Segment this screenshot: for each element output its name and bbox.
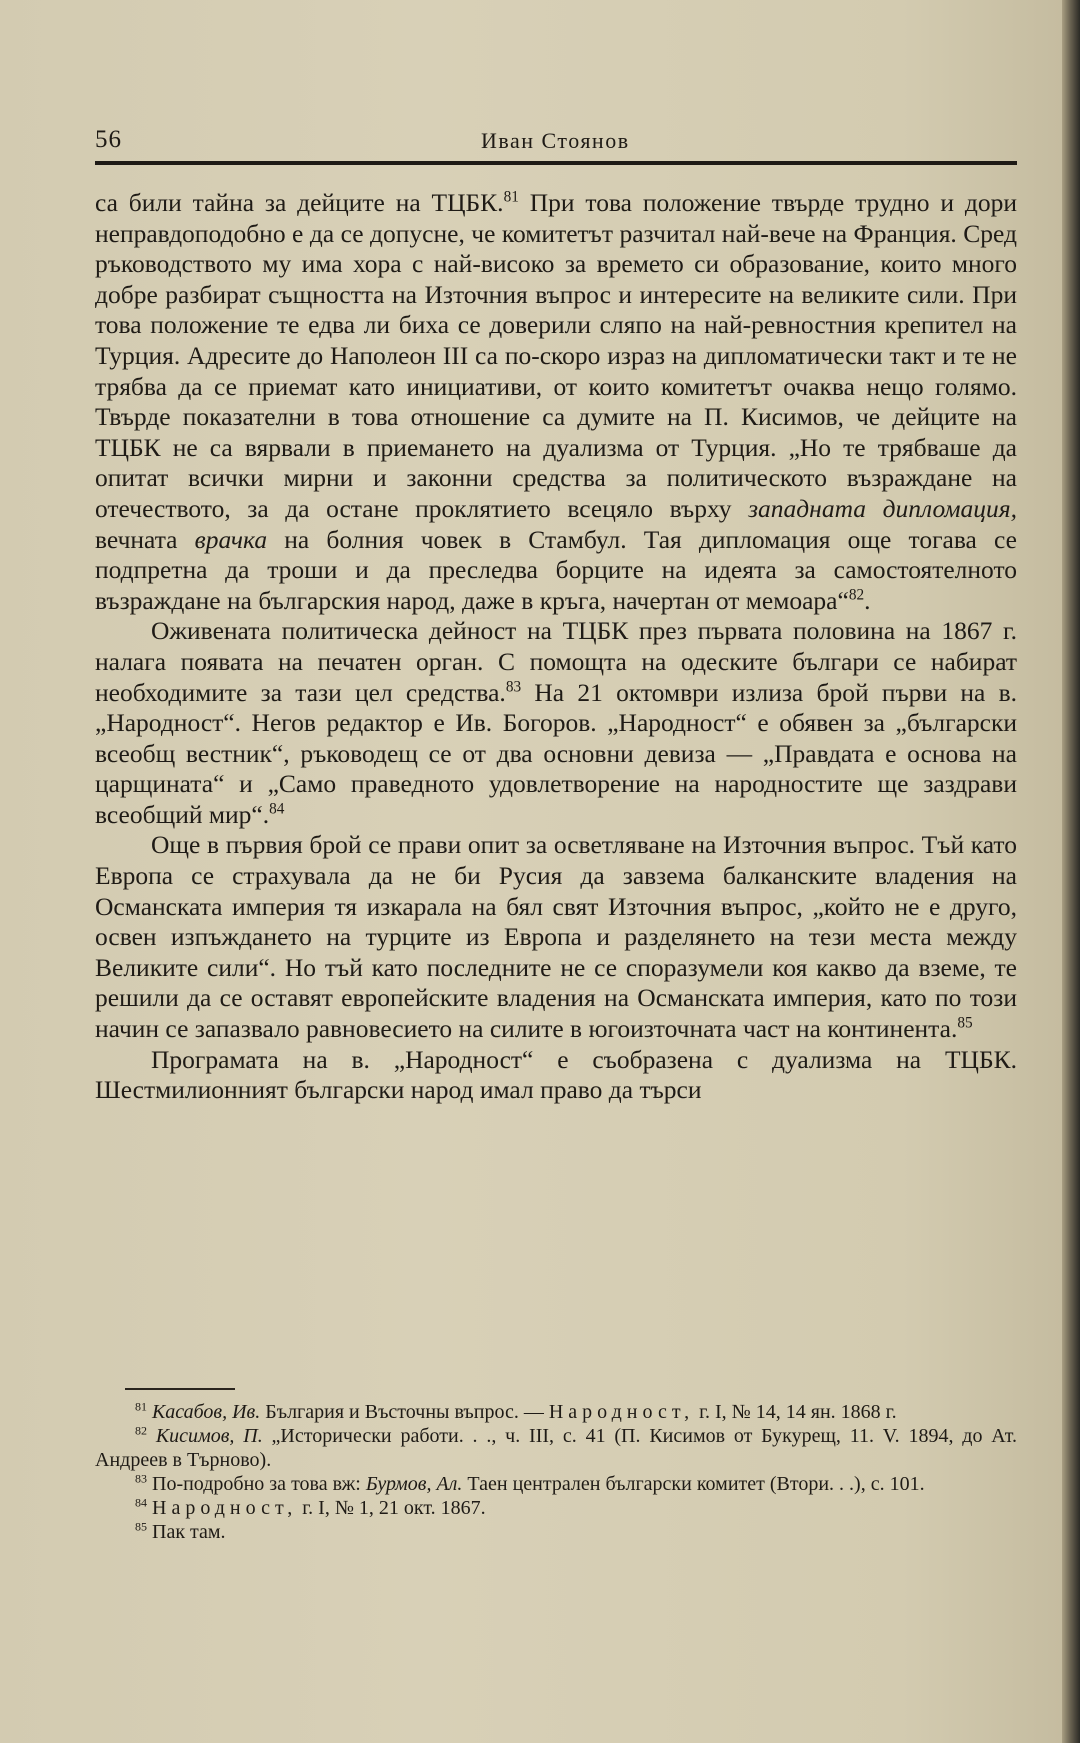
footnote-81: $^{81}$ Касабов, Ив. България и Въсточны въпрос. — Народност, г. I, № 14, 14 ян. 1868 г. [135, 1399, 897, 1423]
footnote-rule [125, 1388, 235, 1390]
footnote-ref-84: 84 [269, 800, 285, 818]
footnote-83: $^{83}$ По-подробно за това вж: Бурмов, Ал. Таен централен български комитет (Втори. . .), с. 101. [135, 1471, 925, 1495]
footnote-82: $^{82}$ Кисимов, П. „Исторически работи. . ., ч. III, с. 41 (П. Кисимов от Букурещ, 11. V. 1894, до Ат. Андреев в Търново). [95, 1423, 1017, 1471]
footnote-ref-82: 82 [848, 586, 865, 604]
page-number: 56 [95, 126, 122, 153]
footnote-ref-85: 85 [957, 1014, 973, 1032]
footnote-85: $^{85}$ Пак там. [135, 1519, 226, 1543]
running-head: Иван Стоянов [481, 128, 630, 153]
footnotes [95, 1400, 1017, 1544]
body-text [95, 188, 1017, 1106]
paragraph-2: Оживената политическа дейност на ТЦБК през първата половина на 1867 г. налага появата на печатен орган. С помощта на одеските българи се набират необходимите за тази цел средства.$^{83}$ На 21 октомври излиза брой първи на в. „Народност“. Негов редактор е Ив. Богоров. „Народност“ е обявен за „български всеобщ вестник“, ръководещ се от два основни девиза — „Правдата е основа на царщината“ и „Само праведното удовлетворение на народностите ще заздрави всеобщий мир“.$^{84}$ [95, 616, 1017, 829]
italic-phrase: западната дипломация, [748, 493, 1017, 523]
footnote-ref-81: 81 [503, 188, 519, 206]
footnote-ref-83: 83 [505, 678, 522, 695]
paragraph-3: Още в първия брой се прави опит за осветляване на Източния въпрос. Тъй като Европа се страхувала да не би Русия да завзема балканските владения на Османската империя тя изкарала на бял свят Източния въпрос, „който не е друго, освен изпъждането на турците из Европа и разделянето на тези места между Великите сили“. Но тъй като последните не се споразумели коя какво да вземе, те решили да се оставят европейските владения на Османската империя, като по този начин се запазвало равновесието на силите в югоизточната част на континента.$^{85}$ [95, 830, 1017, 1044]
header-rule [95, 161, 1017, 165]
italic-word: врачка [194, 524, 268, 554]
paragraph-4: Програмата на в. „Народност“ е съобразена с дуализма на ТЦБК. Шестмилионният български народ имал право да търси [95, 1044, 1017, 1105]
paragraph-1: са били тайна за дейците на ТЦБК.$^{81}$ При това положение твърде трудно и дори неправдоподобно е да се допусне, че комитетът разчитал най-вече на Франция. Сред ръководството му има хора с най-високо за времето си образование, които много добре разбират същността на Източния въпрос и интересите на великите сили. При това положение те едва ли биха се доверили сляпо на най-ревностния крепител на Турция. Адресите до Наполеон III са по-скоро израз на дипломатически такт и те не трябва да се приемат като инициативи, от които комитетът очаква нещо голямо. Твърде показателни в това отношение са думите на П. Кисимов, че дейците на ТЦБК не са вярвали в приемането на дуализма от Турция. „Но те трябваше да опитат всички мирни и законни средства за политическото възраждане на отечеството, за да остане проклятието всецяло върху западната дипломация, вечната врачка на болния човек в Стамбул. Тая дипломация още тогава се подпретна да троши и да преследва борците на идеята за самостоятелното възраждане на българския народ, даже в кръга, начертан от мемоара“$^{82}$. [95, 188, 1017, 615]
page-header [95, 126, 1025, 156]
page-edge [1062, 0, 1080, 1743]
footnote-84: $^{84}$ Народност, г. I, № 1, 21 окт. 1867. [135, 1495, 486, 1519]
